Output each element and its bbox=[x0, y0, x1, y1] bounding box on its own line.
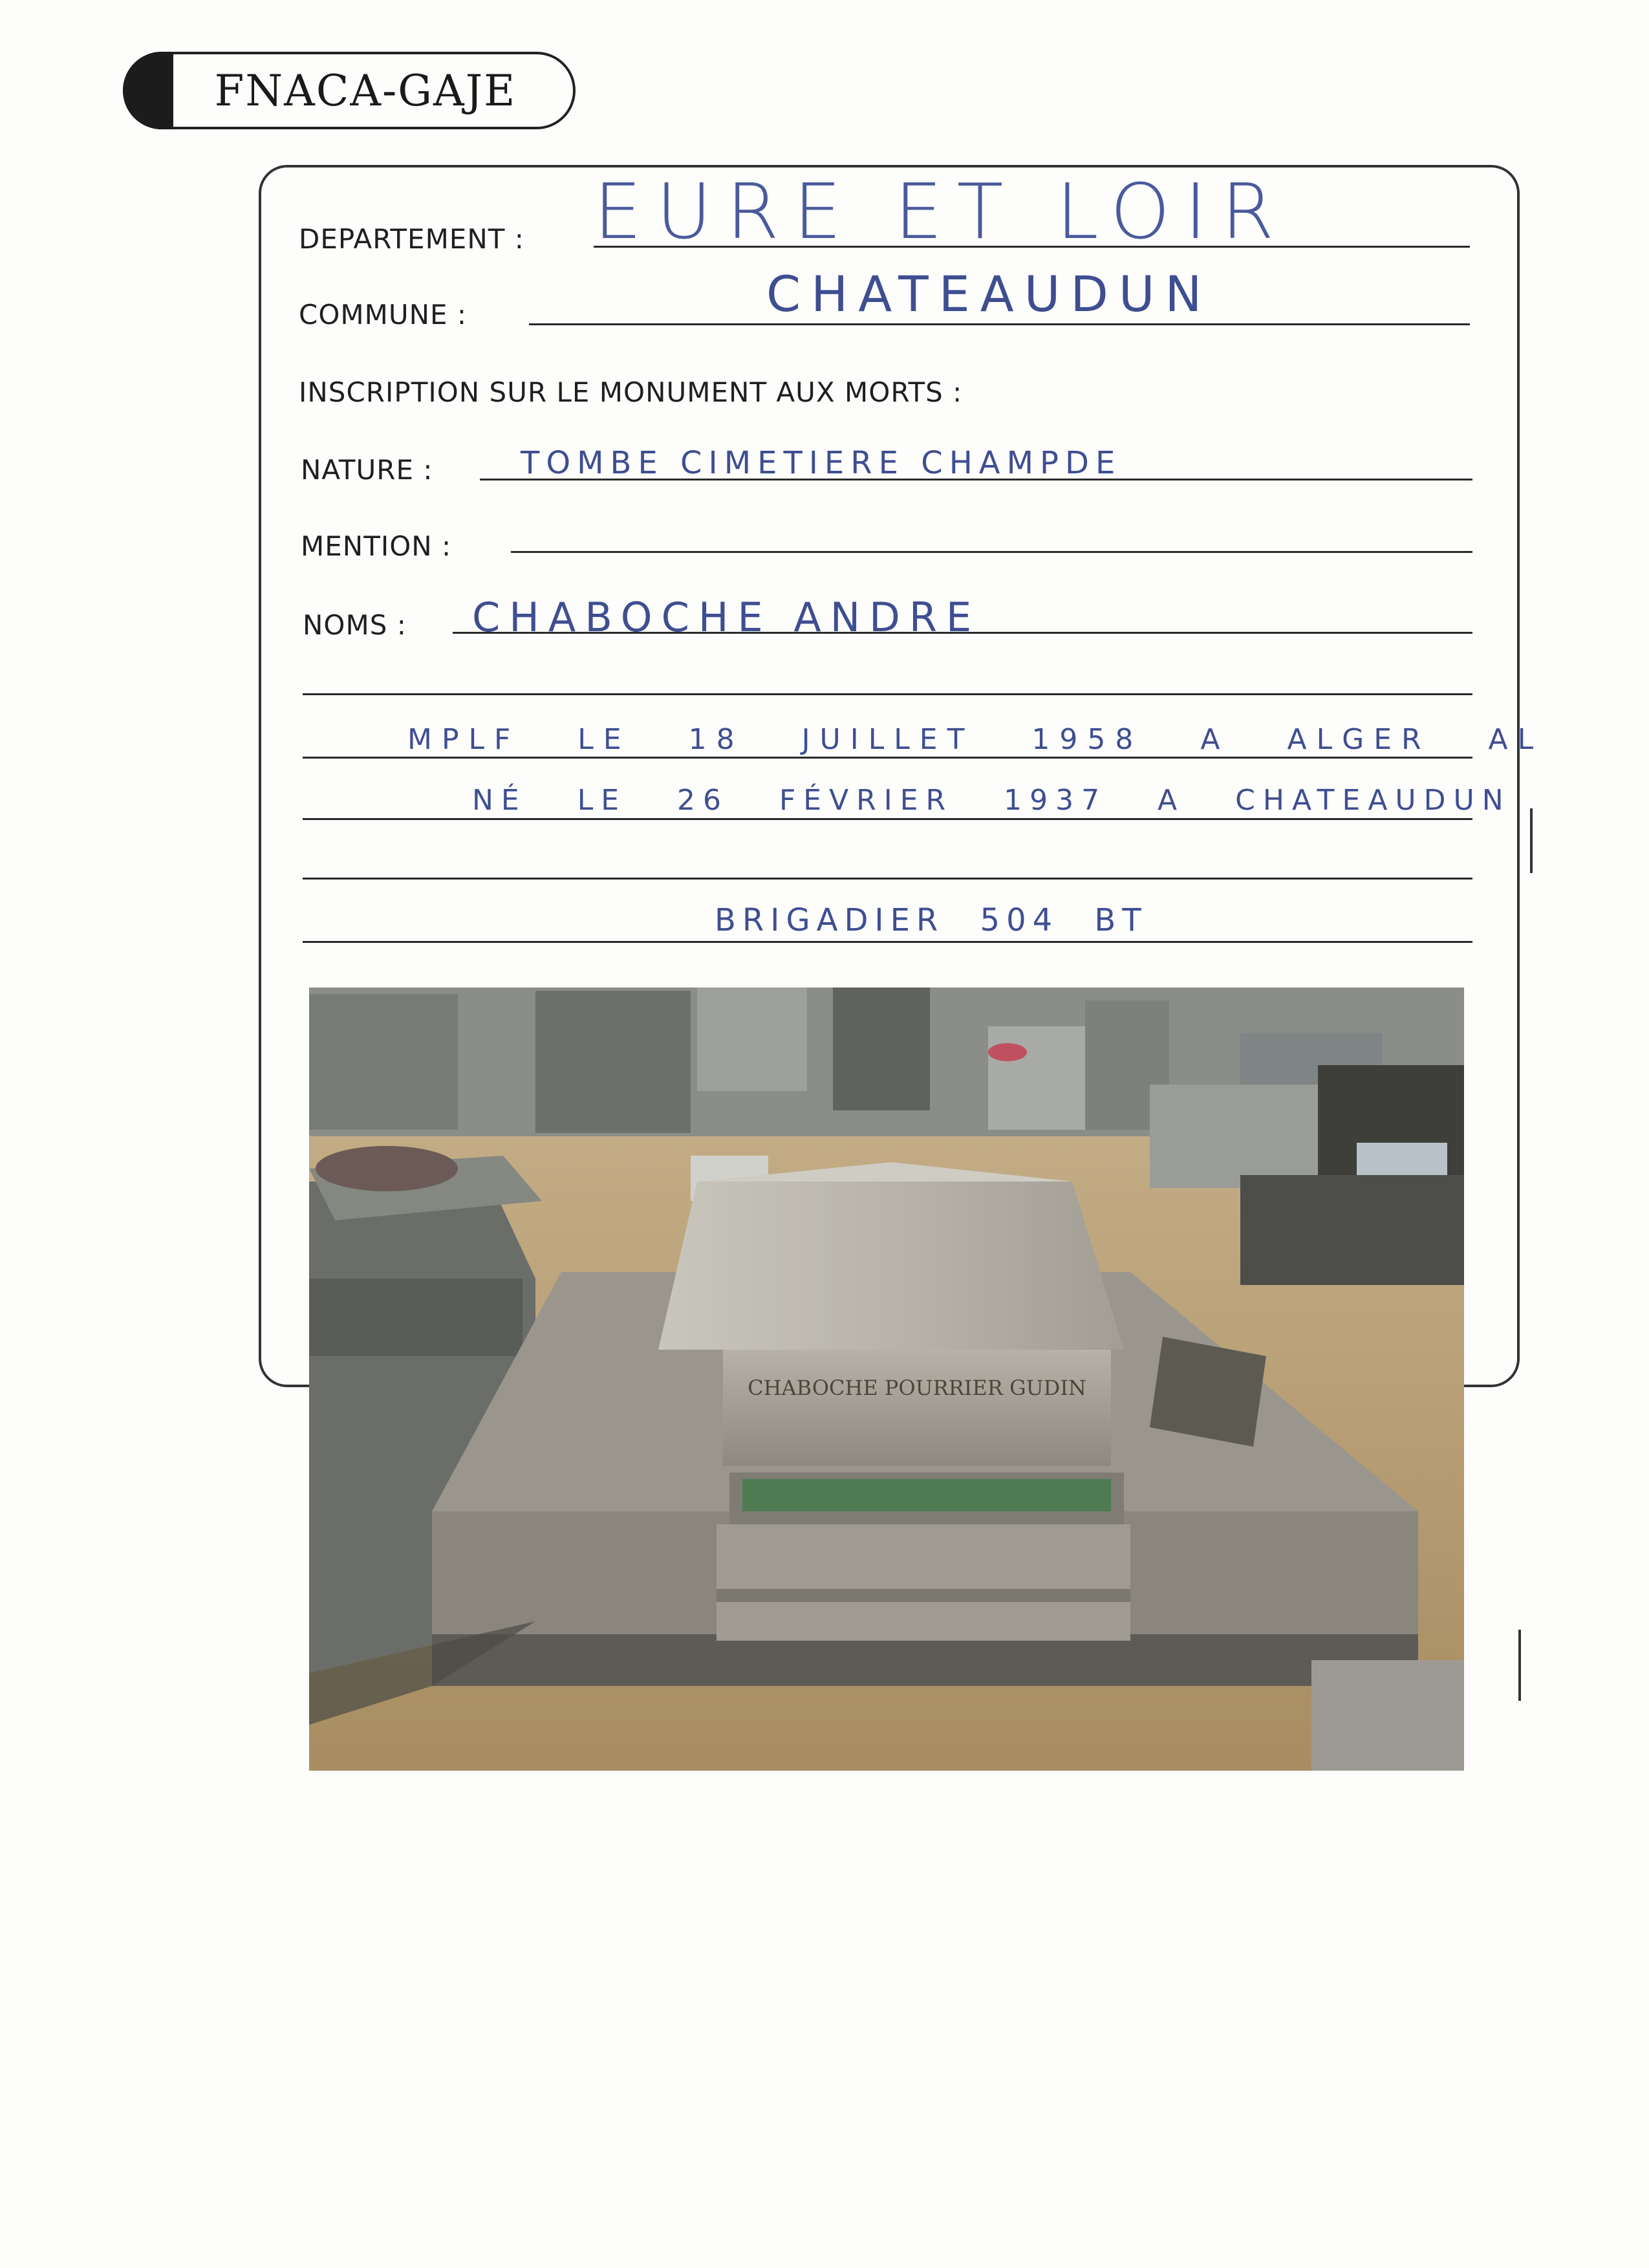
scan-edge-mark bbox=[1518, 1630, 1521, 1701]
noms-line bbox=[453, 632, 1472, 634]
noms-value: CHABOCHE ANDRE bbox=[472, 594, 981, 641]
nature-value: TOMBE CIMETIERE CHAMPDE bbox=[521, 445, 1122, 481]
departement-label: DEPARTEMENT : bbox=[299, 223, 524, 255]
scan-edge-mark bbox=[1530, 808, 1533, 873]
noms-detail-line-3: BRIGADIER 504 BT bbox=[715, 902, 1148, 938]
mention-line bbox=[511, 551, 1472, 553]
commune-label: COMMUNE : bbox=[299, 299, 468, 330]
nature-line bbox=[480, 479, 1472, 481]
mention-label: MENTION : bbox=[301, 530, 452, 562]
commune-value: CHATEAUDUN bbox=[766, 265, 1212, 323]
tomb-inscription: CHABOCHE POURRIER GUDIN bbox=[748, 1376, 1086, 1400]
badge-title: FNACA-GAJE bbox=[214, 65, 517, 116]
noms-extra-line-5 bbox=[303, 941, 1472, 943]
noms-extra-line-2 bbox=[303, 757, 1472, 759]
noms-label: NOMS : bbox=[303, 609, 407, 641]
tomb-photograph bbox=[309, 988, 1464, 1771]
noms-extra-line-4 bbox=[303, 878, 1472, 880]
noms-extra-line-3 bbox=[303, 818, 1472, 820]
nature-label: NATURE : bbox=[301, 454, 433, 486]
noms-detail-line-1: MPLF LE 18 JUILLET 1958 A ALGER AL bbox=[407, 723, 1544, 756]
noms-extra-line-1 bbox=[303, 693, 1472, 695]
fnaca-gaje-badge bbox=[123, 52, 576, 129]
commune-line bbox=[529, 323, 1470, 325]
departement-value: EURE ET LOIR bbox=[594, 167, 1289, 256]
badge-cap-decoration bbox=[123, 52, 173, 129]
noms-detail-line-2: NÉ LE 26 FÉVRIER 1937 A CHATEAUDUN bbox=[472, 784, 1511, 817]
inscription-label: INSCRIPTION SUR LE MONUMENT AUX MORTS : bbox=[299, 376, 963, 408]
departement-line bbox=[594, 246, 1470, 248]
